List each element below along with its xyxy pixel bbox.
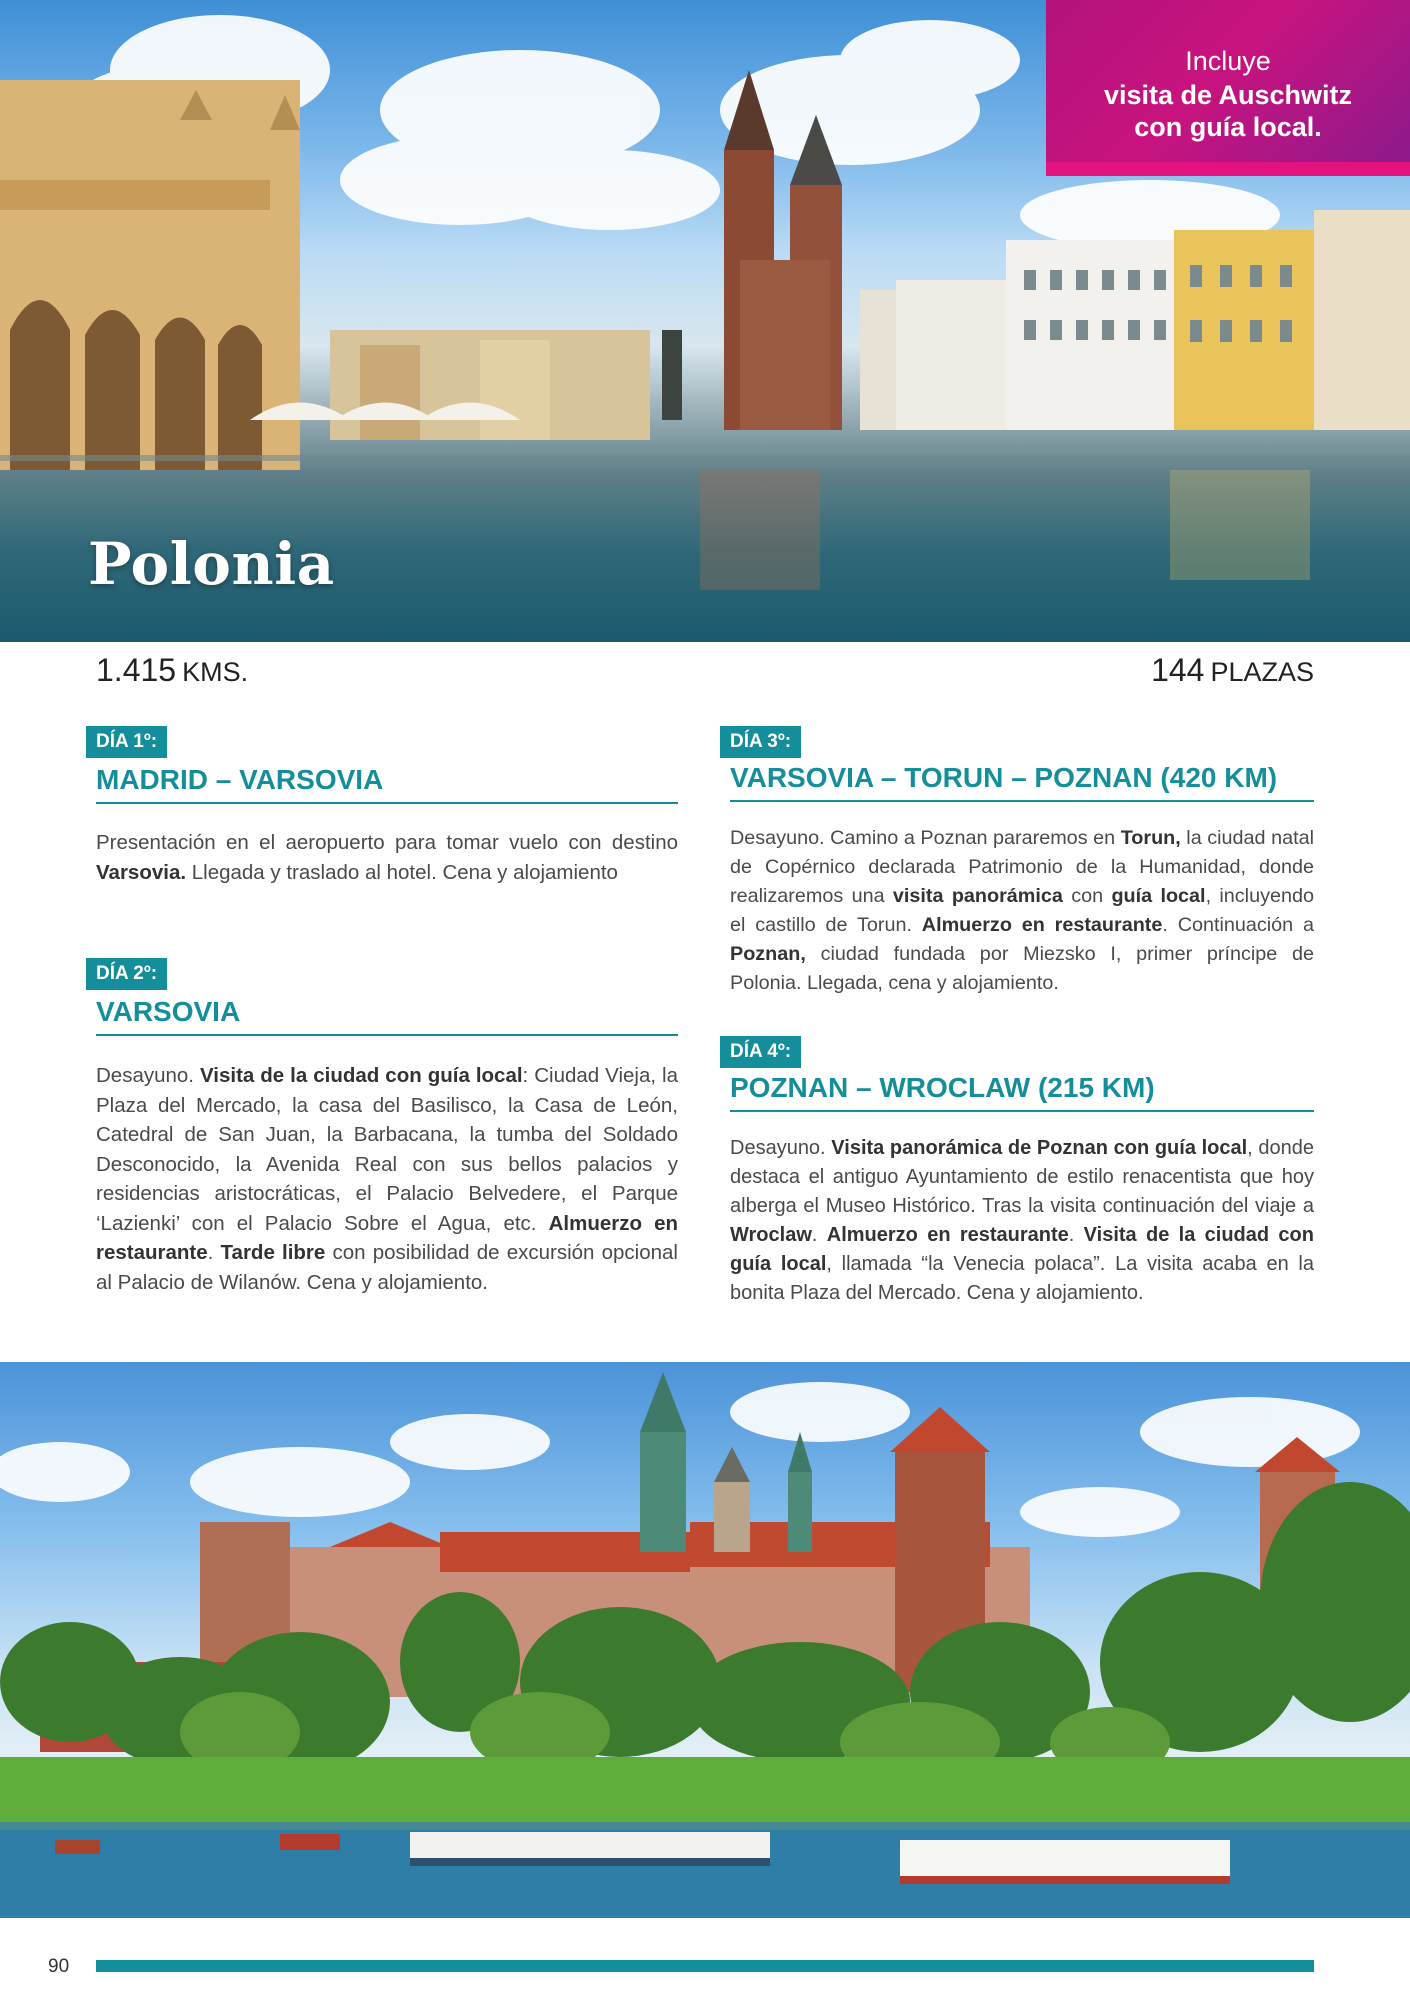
day-3-block <box>720 726 801 758</box>
bold-text-run: Wroclaw <box>730 1224 812 1246</box>
text-run: la ciudad natal de Copérnico declarada Patrimonio de la Humanidad, donde realizaremos una <box>730 827 1314 907</box>
text-run: : Ciudad Vieja, la Plaza del Mercado, la casa del Basilisco, la Casa de León, Catedral de San Juan, la Barbacana, la tumba del Soldado Desconocido, la Avenida Real con sus bellos palacios y residencias aristocráticas, el Palacio Belvedere, el Parque ‘Lazienki’ con el Palacio Sobre el Agua, etc. <box>96 1064 678 1235</box>
day-2-block <box>86 958 167 990</box>
bold-text-run: Visita panorámica de Poznan con guía local <box>831 1137 1248 1159</box>
text-run: ciudad fundada por Miezsko I, primer príncipe de Polonia. Llegada, cena y alojamiento. <box>730 943 1314 994</box>
bold-text-run: Poznan, <box>730 943 806 965</box>
text-run: con <box>1062 885 1112 907</box>
bold-text-run: Almuerzo en restaurante <box>96 1211 678 1264</box>
day-1-block <box>86 726 167 758</box>
text-run: . Continuación a <box>1162 914 1315 936</box>
text-run: . <box>1068 1224 1084 1246</box>
text-run: , llamada “la Venecia polaca”. La visita acaba en la bonita Plaza del Mercado. Cena y alojamiento. <box>730 1253 1315 1304</box>
bold-text-run: Almuerzo en restaurante <box>826 1224 1069 1246</box>
day-title: VARSOVIA – TORUN – POZNAN (420 KM) <box>730 762 1314 802</box>
page-number: 90 <box>48 1956 70 1977</box>
bold-text-run: Torun, <box>1120 827 1181 849</box>
text-run: Presentación en el aeropuerto para tomar vuelo con destino <box>96 831 678 854</box>
seats-stat <box>1151 652 1314 689</box>
bold-text-run: Tarde libre <box>220 1241 326 1264</box>
bold-text-run: visita panorámica <box>892 885 1063 907</box>
bold-text-run: Almuerzo en restaurante <box>921 914 1163 936</box>
bold-text-run: guía local <box>1111 885 1206 907</box>
bold-text-run: Visita de la ciudad con guía local <box>199 1064 523 1087</box>
wawel-photo-illustration <box>0 1362 1410 1918</box>
badge-line-2: visita de Auschwitz <box>1103 80 1353 110</box>
text-run: , donde destaca el antiguo Ayuntamiento de estilo renacentista que hoy alberga el Museo Histórico. Tras la visita continuación del viaje a <box>730 1137 1314 1217</box>
day-description <box>730 824 1314 998</box>
text-run: Desayuno. <box>96 1064 200 1087</box>
text-run: . <box>811 1224 827 1246</box>
day-title: MADRID – VARSOVIA <box>96 764 678 804</box>
seats-unit: PLAZAS <box>1210 657 1314 687</box>
bold-text-run: Varsovia. <box>96 860 187 884</box>
text-run: Desayuno. <box>730 1137 832 1159</box>
bold-text-run: Visita de la ciudad con guía local <box>730 1224 1314 1275</box>
text-run: , incluyendo el castillo de Torun. <box>730 885 1314 936</box>
day-label: DÍA 2º: <box>86 958 167 990</box>
wawel-castle-photo <box>0 1362 1410 1918</box>
day-4-block <box>720 1036 801 1068</box>
text-run: Llegada y traslado al hotel. Cena y alojamiento <box>186 860 618 884</box>
badge-accent-bar <box>1046 162 1410 176</box>
distance-value: 1.415 <box>96 652 177 688</box>
day-label: DÍA 3º: <box>720 726 801 758</box>
text-run: Desayuno. Camino a Poznan pararemos en <box>730 827 1121 849</box>
day-description <box>96 1061 678 1297</box>
distance-unit: KMS. <box>182 657 249 687</box>
text-run: con posibilidad de excursión opcional al Palacio de Wilanów. Cena y alojamiento. <box>96 1241 678 1294</box>
day-title: POZNAN – WROCLAW (215 KM) <box>730 1072 1314 1112</box>
distance-stat <box>96 652 248 689</box>
auschwitz-promo-badge <box>1046 0 1410 176</box>
day-title: VARSOVIA <box>96 996 678 1036</box>
hero-photo-krakow-market-square <box>0 0 1410 642</box>
badge-line-3: con guía local. <box>1134 112 1322 142</box>
badge-line-1: Incluye <box>1185 46 1271 76</box>
destination-title: Polonia <box>88 530 335 598</box>
day-description <box>96 828 678 887</box>
seats-value: 144 <box>1151 652 1205 688</box>
day-description <box>730 1134 1314 1308</box>
footer-accent-bar <box>96 1960 1314 1972</box>
text-run: . <box>207 1241 221 1264</box>
day-label: DÍA 4º: <box>720 1036 801 1068</box>
day-label: DÍA 1º: <box>86 726 167 758</box>
